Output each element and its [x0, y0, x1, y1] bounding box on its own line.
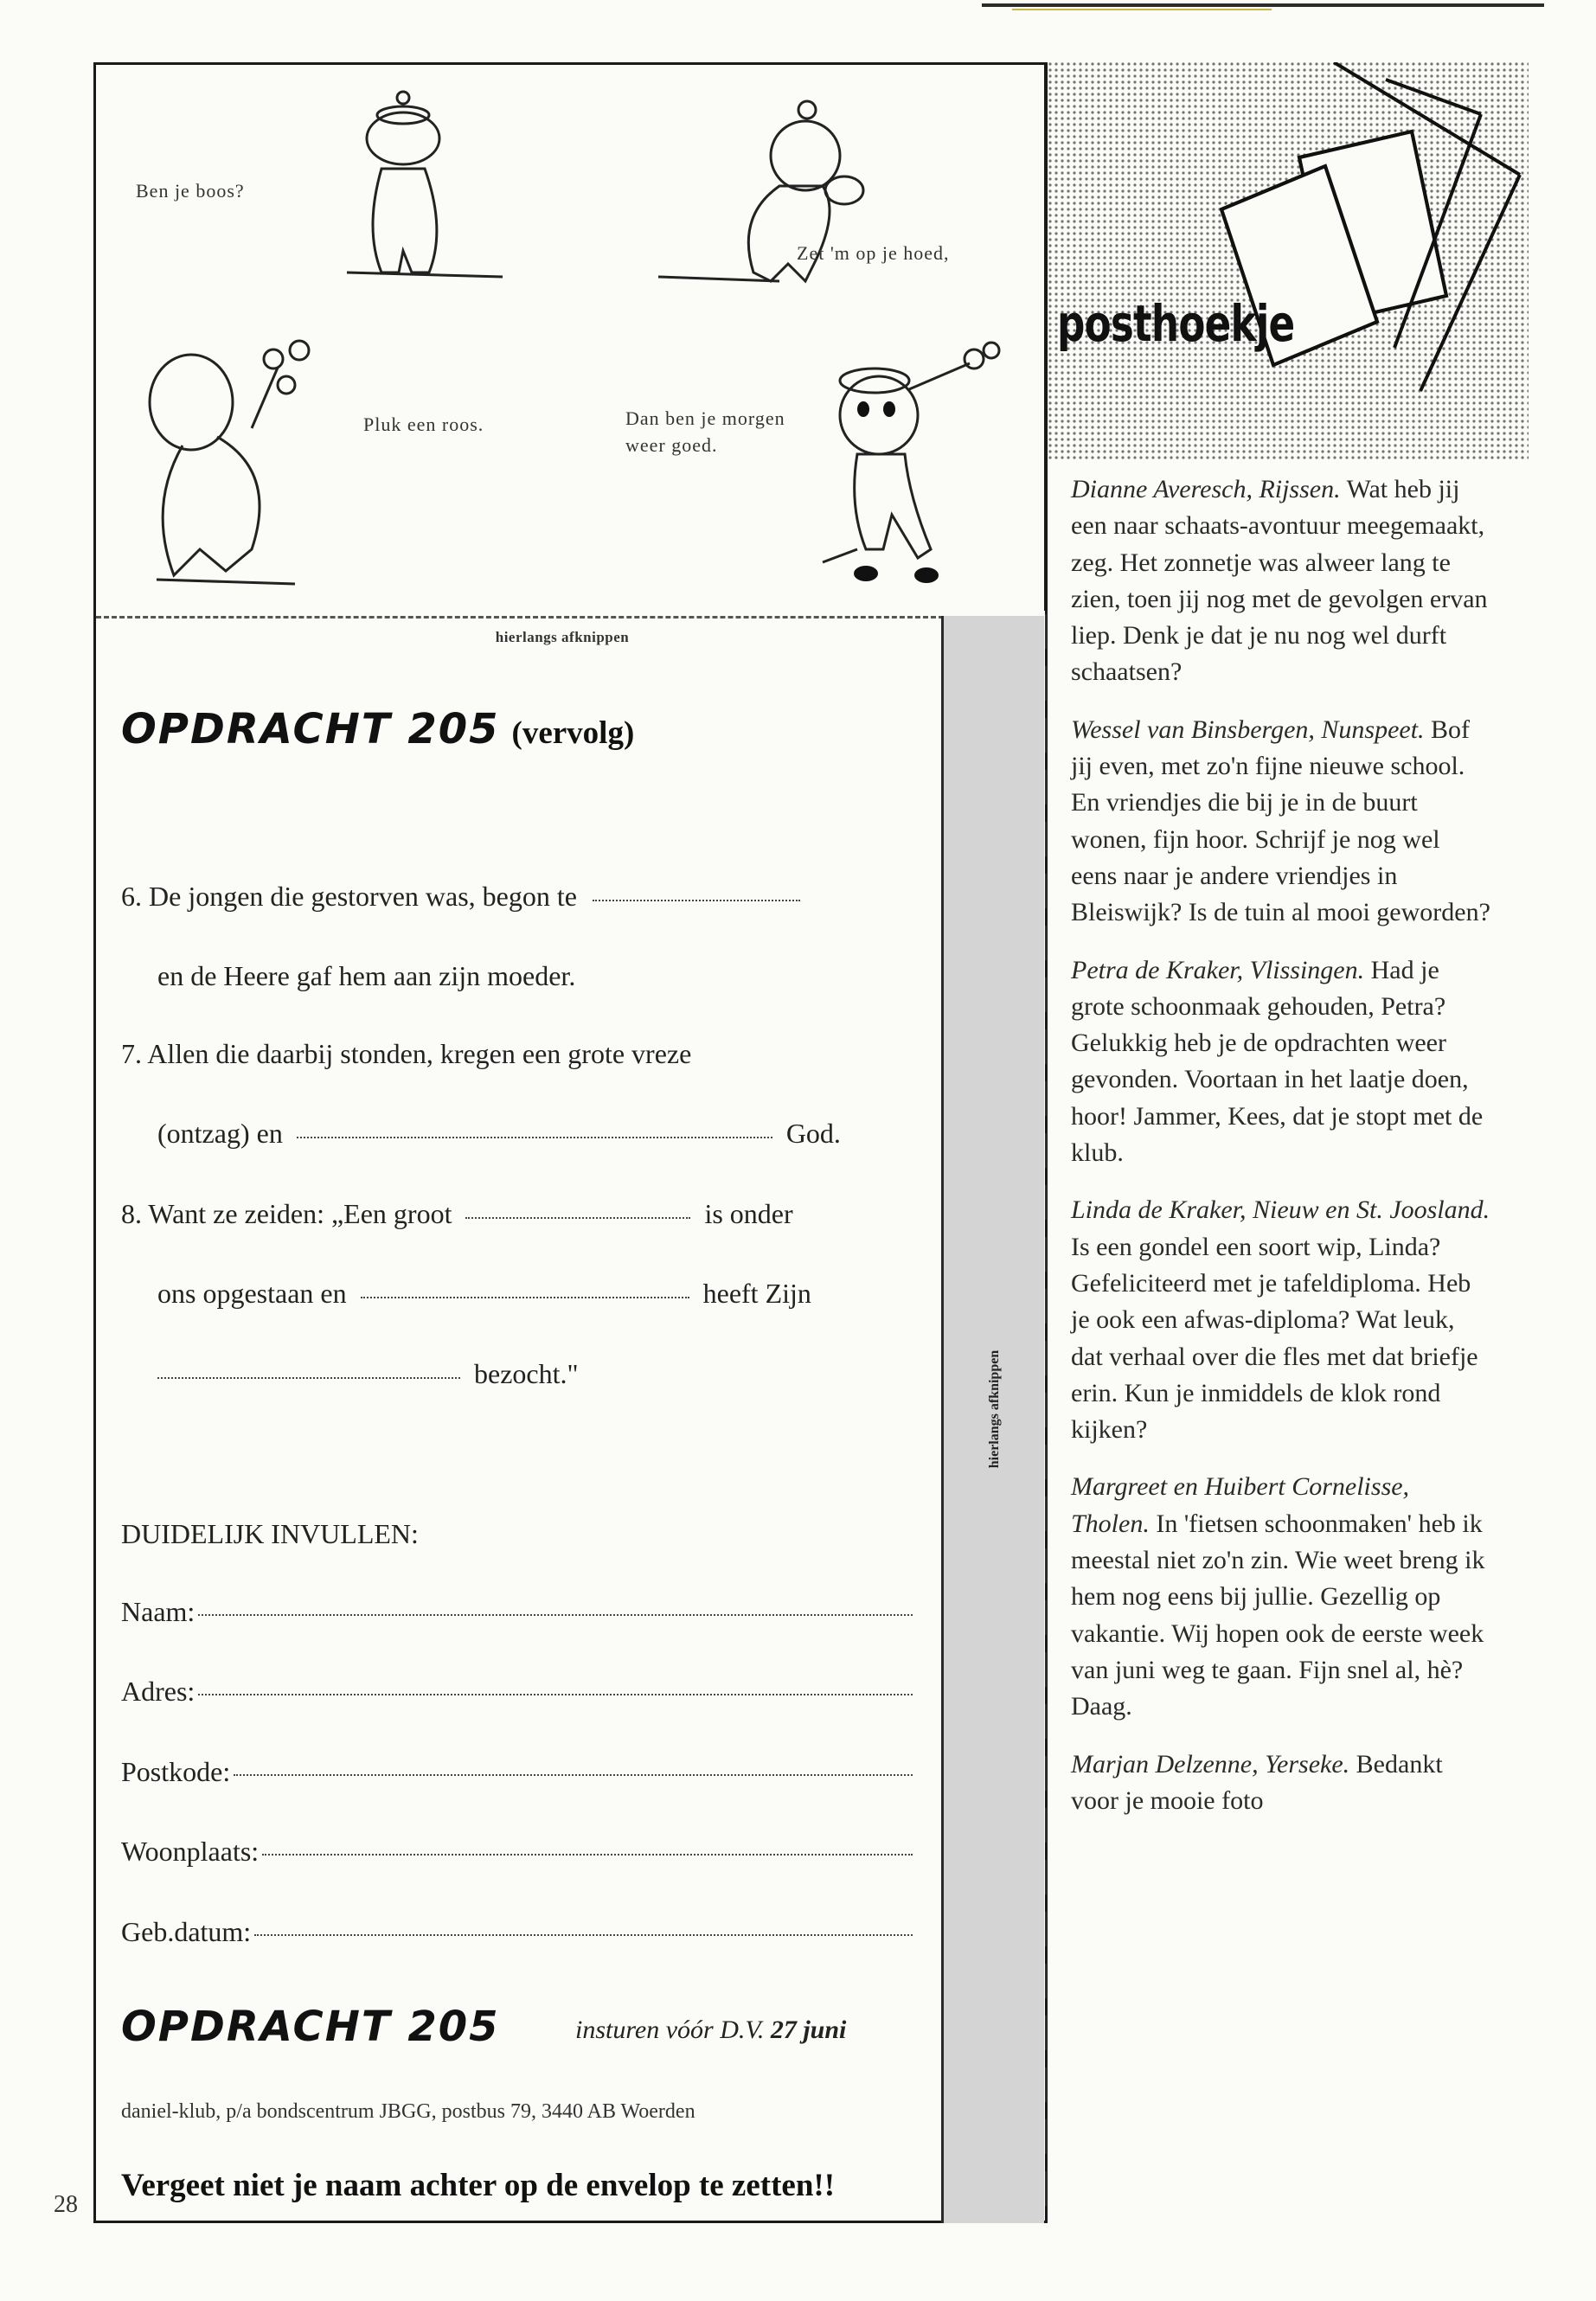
cartoon-figure-4 — [823, 343, 999, 562]
letter-5-text: In 'fietsen schoonmaken' heb ik meestal niet zo'n zin. Wie weet breng ik hem nog eens bij jullie. Gezellig op vakantie. Wij hopen ook de eerste week van juni weg te gaan. Fijn snel al, hè? Daag. — [1071, 1509, 1485, 1721]
address-field-line[interactable] — [198, 1694, 913, 1695]
letter-3-name: Petra de Kraker, Vlissingen. — [1071, 955, 1365, 984]
question-8-part-d: heeft Zijn — [702, 1278, 811, 1309]
question-8 — [121, 1198, 793, 1230]
question-7-part-c: God. — [785, 1118, 841, 1149]
club-address: daniel-klub, p/a bondscentrum JBGG, postbus 79, 3440 AB Woerden — [121, 2100, 695, 2123]
letter-4-name: Linda de Kraker, Nieuw en St. Joosland. — [1071, 1195, 1490, 1225]
letter-2 — [1071, 712, 1490, 932]
cartoon-figure-3 — [150, 341, 309, 584]
name-field[interactable] — [121, 1596, 913, 1628]
question-7-blank[interactable] — [297, 1136, 772, 1138]
question-7-part-b: (ontzag) en — [157, 1118, 283, 1149]
posthoekje-title: posthoekje — [1057, 294, 1295, 353]
deadline — [575, 2016, 846, 2045]
question-8-blank-1[interactable] — [465, 1216, 690, 1219]
letter-6-text: Bedankt voor je mooie foto — [1071, 1749, 1443, 1815]
question-6 — [121, 881, 800, 913]
cartoon-caption-4b: weer goed. — [625, 434, 718, 456]
address-field-label: Adres: — [121, 1676, 195, 1707]
letter-3 — [1071, 952, 1490, 1172]
question-8-text: Want ze zeiden: „Een groot — [148, 1198, 452, 1229]
city-field[interactable] — [121, 1836, 913, 1868]
question-6-line2: en de Heere gaf hem aan zijn moeder. — [157, 960, 576, 991]
footer-title: OPDRACHT 205 — [121, 2003, 500, 2051]
question-8-part-c: ons opgestaan en — [157, 1278, 347, 1309]
strip-cut-label: hierlangs afknippen — [987, 1349, 1002, 1469]
envelope-warning: Vergeet niet je naam achter op de envelop te zetten!! — [121, 2168, 836, 2203]
cut-label: hierlangs afknippen — [495, 629, 630, 645]
question-8-blank-2[interactable] — [361, 1296, 689, 1298]
letter-1-text: Wat heb jij een naar schaats-avontuur meegemaakt, zeg. Het zonnetje was alweer lang te zien, toen jij nog met de gevolgen ervan liep. Denk je dat je nu nog wel durft schaatsen? — [1071, 475, 1488, 687]
letters-column — [1071, 471, 1490, 1840]
cut-line — [96, 616, 944, 619]
form-title: OPDRACHT 205 — [121, 705, 500, 753]
letter-4 — [1071, 1192, 1490, 1448]
deadline-text: insturen vóór D.V. — [575, 2016, 765, 2044]
question-6-blank[interactable] — [593, 899, 800, 901]
postcode-field-line[interactable] — [234, 1774, 913, 1776]
name-field-line[interactable] — [198, 1614, 913, 1616]
letter-6 — [1071, 1747, 1490, 1820]
name-field-label: Naam: — [121, 1596, 195, 1627]
cartoon-caption-1: Ben je boos? — [136, 180, 245, 202]
cartoon-caption-3: Pluk een roos. — [363, 413, 484, 435]
postcode-field[interactable] — [121, 1756, 913, 1788]
address-field[interactable] — [121, 1676, 913, 1708]
birthdate-field-line[interactable] — [254, 1934, 913, 1936]
letter-4-text: Is een gondel een soort wip, Linda? Gefeliciteerd met je tafeldiploma. Heb je ook een afwas-diploma? Wat leuk, dat verhaal over die fles met dat briefje erin. Kun je inmiddels de klok rond kijken? — [1071, 1232, 1478, 1445]
letter-6-name: Marjan Delzenne, Yerseke. — [1071, 1749, 1350, 1779]
question-8-line3 — [157, 1358, 579, 1390]
top-rule — [982, 3, 1544, 7]
city-field-label: Woonplaats: — [121, 1836, 260, 1867]
cartoon-caption-2: Zet 'm op je hoed, — [797, 242, 950, 264]
letter-2-text: Bof jij even, met zo'n fijne nieuwe school. En vriendjes die bij je in de buurt wonen, fijn hoor. Schrijf je nog wel eens naar je andere vriendjes in Bleiswijk? Is de tuin al mooi geworden? — [1071, 715, 1490, 927]
letters-rule — [1045, 614, 1047, 2221]
cartoon-caption-4a: Dan ben je morgen — [625, 407, 785, 429]
form-heading — [121, 705, 634, 753]
cartoon-separator — [1044, 62, 1047, 611]
question-7-line2 — [157, 1118, 841, 1150]
form-subtitle: (vervolg) — [511, 715, 635, 751]
cartoon-figure-1 — [347, 92, 503, 277]
question-8-number: 8. — [121, 1198, 142, 1229]
question-6-number: 6. — [121, 881, 142, 912]
question-7-number: 7. — [121, 1038, 142, 1069]
page-number: 28 — [54, 2191, 78, 2218]
letter-5-name: Margreet en Huibert Cornelisse, Tholen. — [1071, 1472, 1410, 1538]
question-7 — [121, 1038, 691, 1070]
deadline-date: 27 juni — [770, 2016, 847, 2044]
birthdate-field[interactable] — [121, 1916, 913, 1948]
birthdate-field-label: Geb.datum: — [121, 1916, 252, 1947]
form-instruction: DUIDELIJK INVULLEN: — [121, 1518, 419, 1549]
cartoon-illustration — [96, 65, 1044, 612]
postcode-field-label: Postkode: — [121, 1756, 231, 1787]
city-field-line[interactable] — [262, 1854, 913, 1856]
question-8-line2 — [157, 1278, 811, 1310]
letter-1 — [1071, 471, 1490, 691]
question-6-text: De jongen die gestorven was, begon te — [149, 881, 577, 912]
question-8-part-b: is onder — [704, 1198, 793, 1229]
question-8-blank-3[interactable] — [157, 1376, 460, 1379]
letter-5 — [1071, 1469, 1490, 1725]
gray-strip-border — [941, 616, 944, 2223]
top-rule-accent — [1012, 9, 1272, 10]
letter-2-name: Wessel van Binsbergen, Nunspeet. — [1071, 715, 1425, 744]
question-8-part-e: bezocht." — [474, 1358, 579, 1389]
letter-1-name: Dianne Averesch, Rijssen. — [1071, 475, 1341, 503]
question-7-text: Allen die daarbij stonden, kregen een grote vreze — [147, 1038, 692, 1069]
posthoekje-graphic — [1048, 62, 1529, 460]
letter-3-text: Had je grote schoonmaak gehouden, Petra? Gelukkig heb je de opdrachten weer gevonden. Voortaan in het laatje doen, hoor! Jammer, Kees, dat je stopt met de klub. — [1071, 955, 1484, 1168]
